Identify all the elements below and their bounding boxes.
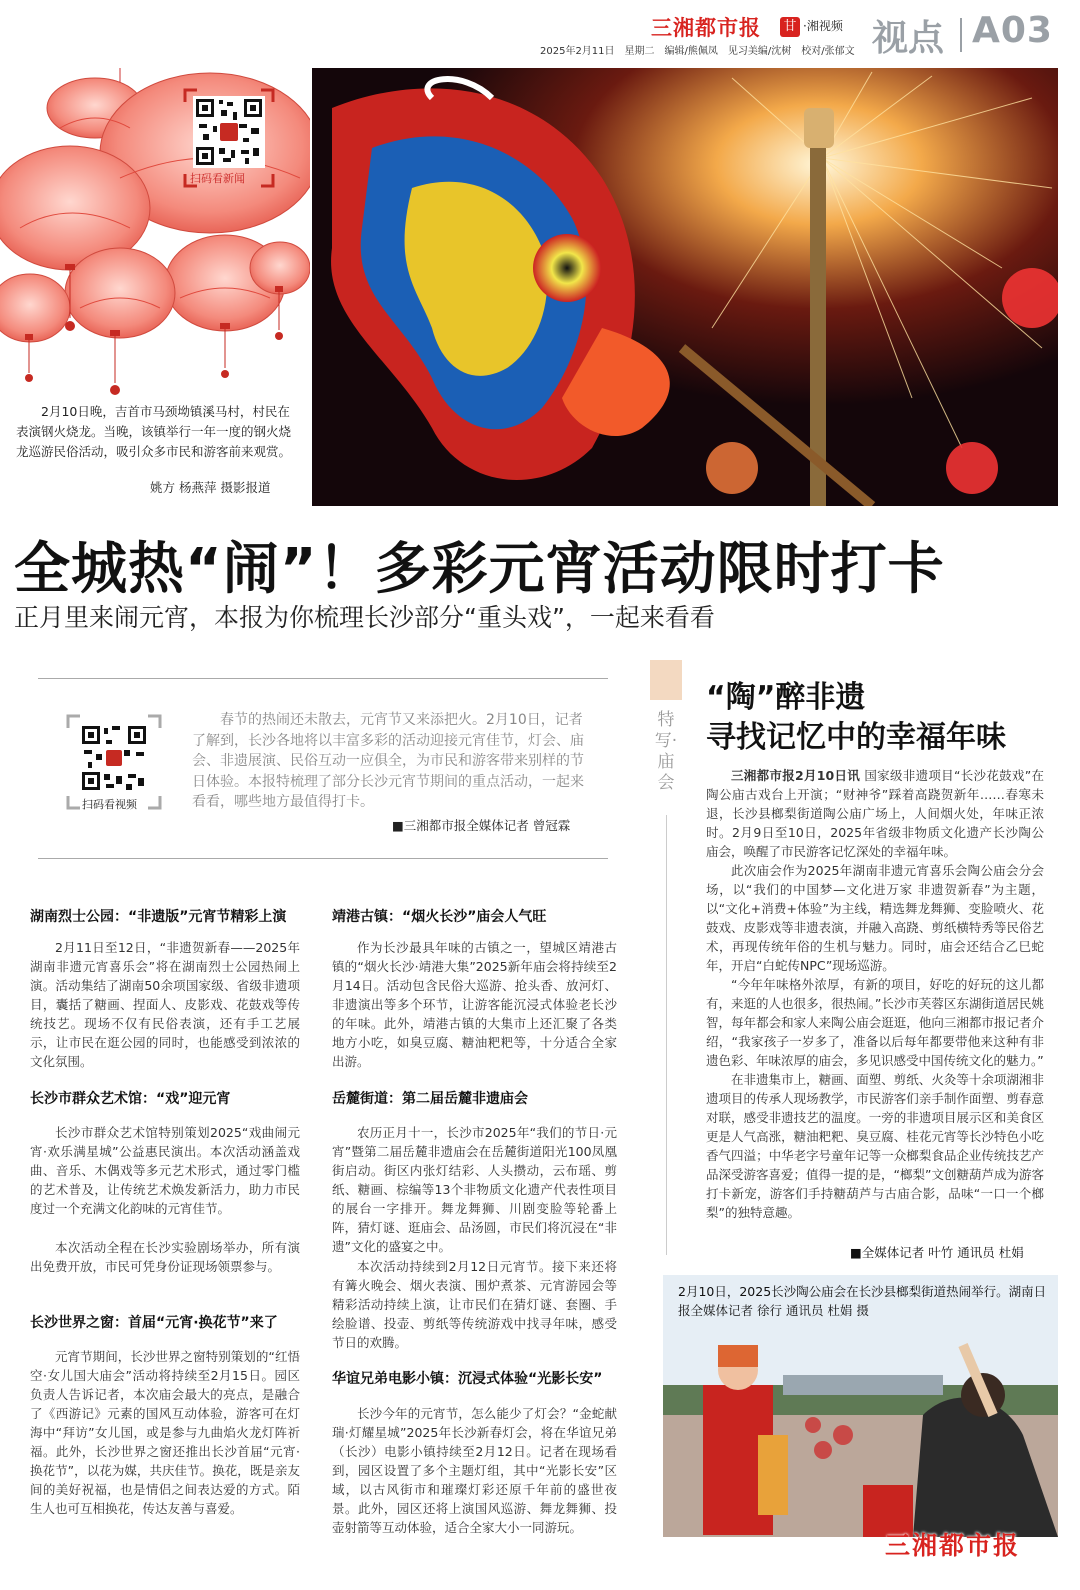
intro-byline: ■三湘都市报全媒体记者 曾冠霖 bbox=[392, 818, 571, 833]
feature-paragraph-3: “今年年味格外浓厚，有新的项目，好吃的好玩的这儿都有，来逛的人也很多，很热闹。”长沙市芙蓉区东湖街道居民姚智，每年都会和家人来陶公庙会逛逛，他向三湘都市报记者介绍，“我家孩子一岁多了，准备以后每年都要带他来这种有非遗色彩、年味浓厚的庙会，多见识感受中国传统文化的魅力。” bbox=[706, 977, 1044, 1068]
article-body-yuelu-1: 农历正月十一，长沙市2025年“我们的节日·元宵”暨第二届岳麓非遗庙会在岳麓街道阳光100凤凰街启动。街区内张灯结彩、人头攒动，云布瑶、剪纸、糖画、棕编等13个非物质文化遗产代表性项目的展台一字排开。舞龙舞狮、川剧变脸等轮番上阵，猜灯谜、逛庙会、品汤圆，市民们将沉浸在“非遗”文化的盛宴之中。 bbox=[332, 1125, 617, 1254]
feature-paragraph-4: 在非遗集市上，糖画、面塑、剪纸、火灸等十余项湖湘非遗项目的传承人现场教学，市民游客们亲手制作面塑、剪春意对联，感受非遗技艺的温度。一旁的非遗项目展示区和美食区更是人气高涨，糖油粑粑、臭豆腐、桂花元宵等长沙特色小吃香气四溢；中华老字号童年记等一众榔梨食品企业传统技艺产品深受游客喜爱；值得一提的是，“榔梨”文创糖葫芦成为游客打卡新宠，游客们手持糖葫芦与古庙合影，品味“一口一个榔梨”的独特意趣。 bbox=[706, 1072, 1044, 1220]
masthead-logo: 三湘都市报 bbox=[651, 16, 761, 40]
feature-paragraph-1-text: 国家级非遗项目“长沙花鼓戏”在陶公庙古戏台上开演；“财神爷”踩着高跷贺新年……春寒未退，长沙县榔梨街道陶公庙广场上，人间烟火处，年味正浓时。2月9日至10日，2025年省级非物质文化遗产长沙陶公庙会，唤醒了市民游客记忆深处的幸福年味。 bbox=[706, 768, 1045, 859]
photo-caption-top: 2月10日晚，吉首市马颈坳镇溪马村，村民在表演钢火烧龙。当晚，该镇举行一年一度的钢火烧龙巡游民俗活动，吸引众多市民和游客前来观赏。 bbox=[16, 404, 292, 459]
qr-news-label: 扫码看新闻 bbox=[190, 172, 245, 185]
article-title-window-of-world: 长沙世界之窗：首届“元宵·换花节”来了 bbox=[30, 1315, 278, 1331]
video-brand-label: ·湘视频 bbox=[803, 19, 843, 33]
page-number: A03 bbox=[972, 10, 1053, 51]
article-body-yuelu-2: 本次活动持续到2月12日元宵节。接下来还将有篝火晚会、烟火表演、围炉煮茶、元宵游园会等精彩活动持续上演，让市民们在猜灯谜、套圈、手绘脸谱、投壶、剪纸等传统游戏中找寻年味，感受节日的欢腾。 bbox=[332, 1259, 617, 1350]
feature-lead: 三湘都市报2月10日讯 bbox=[731, 768, 861, 783]
article-body-art-center-1: 长沙市群众艺术馆特别策划2025“戏曲闹元宵·欢乐满星城”公益惠民演出。本次活动涵盖戏曲、音乐、木偶戏等多元艺术形式，通过零门槛的艺术普及，让传统艺术焕发新活力，助力市民度过一个充满文化韵味的元宵佳节。 bbox=[30, 1125, 300, 1216]
article-title-jinggang: 靖港古镇：“烟火长沙”庙会人气旺 bbox=[332, 909, 547, 925]
video-logo-icon: 甘 bbox=[780, 17, 800, 37]
header-divider bbox=[960, 18, 962, 52]
feature-paragraph-2: 此次庙会作为2025年湖南非遗元宵喜乐会陶公庙会分会场，以“我们的中国梦—文化进万家 非遗贺新春”为主题，以“文化+消费+体验”为主线，精选舞龙舞狮、变脸喷火、花鼓戏、皮影戏等非遗表演，并融入高跷、剪纸横特秀等民俗艺术，再现传统年俗的生机与魅力。同时，庙会还结合乙巳蛇年，开启“白蛇传NPC”现场巡游。 bbox=[706, 863, 1044, 973]
feature-tag-label: 特写·庙会 bbox=[654, 710, 678, 793]
feature-column-rule bbox=[666, 815, 667, 1255]
feature-tag-marker bbox=[650, 660, 682, 700]
photo-credit-top: 姚方 杨燕萍 摄影报道 bbox=[150, 480, 271, 495]
article-body-martyrs-park: 2月11日至12日，“非遗贺新春——2025年湖南非遗元宵喜乐会”将在湖南烈士公园热闹上演。活动集结了湖南50余项国家级、省级非遗项目，囊括了糖画、捏面人、皮影戏、花鼓戏等传统技艺。现场不仅有民俗表演，还有手工艺展示，让市民在逛公园的同时，也能感受到浓浓的文化氛围。 bbox=[30, 940, 300, 1069]
footer-masthead-logo: 三湘都市报 bbox=[885, 1531, 1021, 1560]
sub-headline: 正月里来闹元宵，本报为你梳理长沙部分“重头戏”，一起来看看 bbox=[14, 603, 715, 632]
main-photo-fire-dragon bbox=[312, 68, 1058, 506]
main-headline: 全城热“闹”！多彩元宵活动限时打卡 bbox=[14, 537, 945, 602]
section-name: 视点 bbox=[872, 18, 945, 59]
intro-rule-bottom bbox=[38, 858, 608, 859]
dateline: 2025年2月11日 星期二 编辑/熊佩凤 见习美编/沈树 校对/张郁文 bbox=[540, 46, 855, 57]
qr-video-label: 扫码看视频 bbox=[82, 798, 137, 811]
article-body-art-center-2: 本次活动全程在长沙实验剧场举办，所有演出免费开放，市民可凭身份证现场领票参与。 bbox=[30, 1240, 300, 1274]
feature-paragraph-1 bbox=[706, 766, 1044, 861]
feature-title-line1: “陶”醉非遗 bbox=[706, 680, 866, 715]
article-body-huayi: 长沙今年的元宵节，怎么能少了灯会？“金蛇献瑞·灯耀星城”2025年长沙新春灯会，将在华谊兄弟（长沙）电影小镇持续至2月12日。记者在现场看到，园区设置了多个主题灯组，其中“光影长安”区域，以古风街市和璀璨灯彩还原千年前的盛世夜景。此外，园区还将上演国风巡游、舞龙舞狮、投壶射箭等互动体验，适合全家大小一同游玩。 bbox=[332, 1406, 617, 1535]
feature-title-line2: 寻找记忆中的幸福年味 bbox=[706, 720, 1006, 755]
article-title-huayi: 华谊兄弟电影小镇：沉浸式体验“光影长安” bbox=[332, 1371, 603, 1387]
article-title-art-center: 长沙市群众艺术馆：“戏”迎元宵 bbox=[30, 1091, 231, 1107]
article-title-yuelu: 岳麓街道：第二届岳麓非遗庙会 bbox=[332, 1091, 528, 1107]
article-title-martyrs-park: 湖南烈士公园：“非遗版”元宵节精彩上演 bbox=[30, 909, 287, 925]
intro-paragraph: 春节的热闹还未散去，元宵节又来添把火。2月10日，记者了解到，长沙各地将以丰富多彩的活动迎接元宵佳节，灯会、庙会、非遗展演、民俗互动一应俱全，为市民和游客带来别样的节日体验。本报特梳理了部分长沙元宵节期间的重点活动，一起来看看，哪些地方最值得打卡。 bbox=[192, 712, 584, 810]
feature-body bbox=[706, 766, 1044, 1222]
intro-rule-top bbox=[38, 678, 608, 679]
feature-byline: ■全媒体记者 叶竹 通讯员 杜娟 bbox=[850, 1245, 1024, 1260]
article-body-jinggang: 作为长沙最具年味的古镇之一，望城区靖港古镇的“烟火长沙·靖港大集”2025新年庙会将持续至2月14日。活动包含民俗大巡游、抢头香、放河灯、非遗演出等多个环节，让游客能沉浸式体验老长沙的年味。此外，靖港古镇的大集市上还汇聚了各类地方小吃，如臭豆腐、糖油粑粑等，十分适合全家出游。 bbox=[332, 940, 617, 1069]
article-body-window-of-world: 元宵节期间，长沙世界之窗特别策划的“红悟空·女儿国大庙会”活动将持续至2月15日。园区负责人告诉记者，本次庙会最大的亮点，是融合了《西游记》元素的国风互动体验，游客可在灯海中“拜访”女儿国，或是参与九曲焰火龙灯阵祈福。此外，长沙世界之窗还推出长沙首届“元宵·换花节”，以花为媒，共庆佳节。换花，既是亲友间的美好祝福，也是情侣之间表达爱的方式。陌生人也可互相换花，传达友善与喜爱。 bbox=[30, 1349, 300, 1516]
temple-fair-caption: 2月10日，2025长沙陶公庙会在长沙县榔梨街道热闹举行。湖南日报全媒体记者 徐行 通讯员 杜娟 摄 bbox=[678, 1284, 1047, 1318]
